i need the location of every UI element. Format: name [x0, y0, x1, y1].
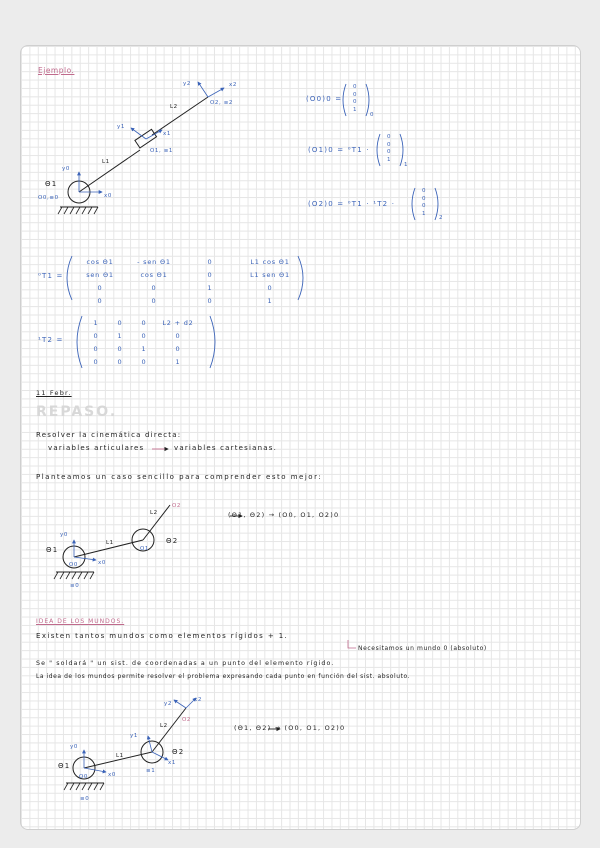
- idea-line-2: Se " soldará " un sist. de coordenadas a un punto del elemento rígido.: [36, 660, 335, 667]
- eq1-vector: 0 0 0 1: [387, 134, 391, 163]
- idea-label-theta1: Θ1: [58, 762, 71, 770]
- repaso-line-2a: variables articulares: [48, 444, 145, 452]
- label-x1: x1: [163, 131, 171, 137]
- t2-label: ¹T2 =: [38, 336, 64, 344]
- repaso-title: REPASO.: [36, 404, 118, 420]
- t1-row: sen Θ1 cos Θ1 0 L1 sen Θ1: [86, 270, 290, 279]
- y2-axis: [198, 82, 208, 97]
- label-l1: L1: [102, 159, 110, 165]
- repaso-line-3: Planteamos un caso sencillo para comprender esto mejor:: [36, 473, 323, 481]
- idea-label-x1: x1: [168, 760, 176, 766]
- example-robot-figure: [58, 82, 224, 214]
- label-o0z0: O0,≡0: [38, 195, 59, 201]
- repaso-label-o2: O2: [172, 503, 182, 509]
- idea-title: IDEA DE LOS MUNDOS.: [36, 618, 125, 625]
- idea-line-1: Existen tantos mundos como elementos rígidos + 1.: [36, 632, 289, 640]
- x2-axis: [208, 88, 224, 97]
- eq0-vector: 0 0 0 1: [353, 84, 357, 113]
- ground-hatch: [58, 207, 98, 214]
- t1-row: 0 0 1 0: [97, 283, 273, 292]
- eq2-vector: 0 0 0 1: [422, 188, 426, 217]
- label-y0: y0: [62, 166, 70, 172]
- idea-label-z0: ≡0: [80, 796, 90, 802]
- repaso-label-theta2: Θ2: [166, 537, 179, 545]
- link-1: [79, 150, 140, 192]
- idea-label-z1: ≡1: [146, 768, 156, 774]
- link-2: [152, 97, 208, 135]
- eq1-subscript: 1: [404, 162, 409, 168]
- t2-matrix: [84, 316, 200, 368]
- idea-label-l2: L2: [160, 723, 168, 729]
- repaso-label-x0: x0: [98, 560, 106, 566]
- label-x0: x0: [104, 193, 112, 199]
- t2-row: 1 0 0 L2 + d2: [93, 318, 194, 327]
- label-l2: L2: [170, 104, 178, 110]
- eq1-lhs: (O1)0 = ⁰T1 ·: [308, 146, 370, 154]
- t1-label: ⁰T1 =: [38, 272, 64, 280]
- eq2-lhs: (O2)0 = ⁰T1 · ¹T2 ·: [308, 200, 396, 208]
- idea-label-x2: x2: [194, 697, 202, 703]
- repaso-label-l2: L2: [150, 510, 158, 516]
- idea-label-y1: y1: [130, 733, 138, 739]
- eq0-lhs: (O0)0 =: [306, 95, 343, 103]
- t2-row: 0 0 1 0: [93, 344, 181, 353]
- repaso-line-1: Resolver la cinemática directa:: [36, 431, 182, 439]
- eq2-subscript: 2: [439, 215, 444, 221]
- y1-axis: [131, 128, 146, 139]
- repaso-label-y0: y0: [60, 532, 68, 538]
- label-x2: x2: [229, 82, 237, 88]
- idea-line-3: La idea de los mundos permite resolver el problema expresando cada punto en función del sist. absoluto.: [36, 673, 411, 680]
- repaso-mapping: (Θ1, Θ2) → (O0, O1, O2)0: [228, 511, 340, 519]
- idea-label-theta2: Θ2: [172, 748, 185, 756]
- label-y1: y1: [117, 124, 125, 130]
- idea-label-y0: y0: [70, 744, 78, 750]
- label-o2z2: O2, ≡2: [210, 100, 234, 106]
- label-o1z1: O1, ≡1: [150, 148, 174, 154]
- repaso-label-z0: ≡0: [70, 583, 80, 589]
- repaso-label-o1: O1: [140, 546, 150, 552]
- eq0-subscript: 0: [370, 112, 375, 118]
- repaso-line-2b: variables cartesianas.: [174, 444, 278, 452]
- t2-row: 0 1 0 0: [93, 331, 181, 340]
- note-arrow: [348, 640, 356, 648]
- idea-line-1-note: Necesitamos un mundo 0 (absoluto): [358, 645, 487, 652]
- t2-row: 0 0 0 1: [93, 357, 181, 366]
- t1-row: cos Θ1 - sen Θ1 0 L1 cos Θ1: [86, 257, 290, 266]
- repaso-label-o0: O0: [69, 562, 79, 568]
- section-date: 11 Febr.: [36, 389, 72, 397]
- repaso-label-theta1: Θ1: [46, 546, 59, 554]
- idea-label-o0: O0: [79, 774, 89, 780]
- idea-mapping: (Θ1, Θ2) → (O0, O1, O2)0: [234, 724, 346, 732]
- idea-label-o2: O2: [182, 717, 192, 723]
- label-theta1: Θ1: [45, 180, 58, 188]
- t1-matrix: [76, 255, 304, 307]
- repaso-label-l1: L1: [106, 540, 114, 546]
- label-y2: y2: [183, 81, 191, 87]
- ejemplo-title: Ejemplo.: [38, 66, 75, 75]
- idea-label-l1: L1: [116, 753, 124, 759]
- t1-row: 0 0 0 1: [97, 296, 273, 305]
- idea-label-y2: y2: [164, 701, 172, 707]
- idea-label-x0: x0: [108, 772, 116, 778]
